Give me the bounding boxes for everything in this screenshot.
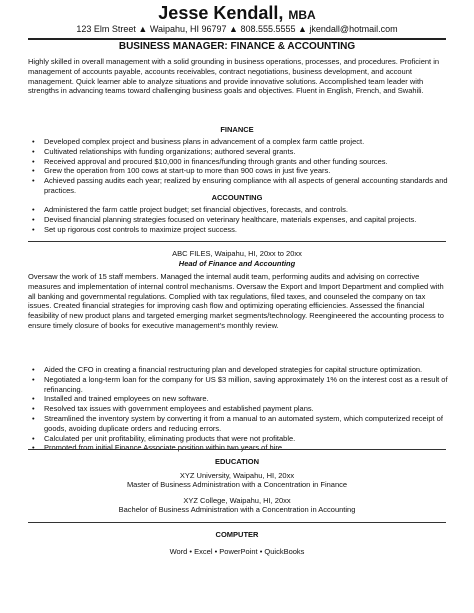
list-item: • Administered the farm cattle project budget; set financial objectives, forecasts, and controls. [28, 205, 448, 215]
list-item: • Devised financial planning strategies focused on veterinary healthcare, materials expenses, and capital projects. [28, 215, 448, 225]
list-item: • Calculated per unit profitability, eliminating products that were not profitable. [28, 434, 448, 444]
computer-skills: Word • Excel • PowerPoint • QuickBooks [169, 547, 305, 556]
list-item: • Cultivated relationships with funding organizations; authored several grants. [28, 147, 448, 157]
list-item: • Achieved passing audits each year; realized by ensuring compliance with all aspects of general accounting standards and practices. [28, 176, 448, 196]
summary-paragraph: Highly skilled in overall management with a solid grounding in business operations, processes, and procedures. Proficient in management of accounts payable, accounts receivables, contract negotiations, business development, and account management. Quick learner able to analyze situations and provide innovative solutions. Accomplished team leader with strengths in advancing teams toward challenging business goals and objectives. Fluent in English, French, and Swahili. [28, 57, 440, 96]
list-item: • Installed and trained employees on new software. [28, 394, 448, 404]
contact-line: 123 Elm Street ▲ Waipahu, HI 96797 ▲ 808.555.5555 ▲ jkendall@hotmail.com [76, 24, 398, 34]
list-item: • Promoted from initial Finance Associate position within two years of hire. [28, 443, 448, 453]
computer-heading: COMPUTER [215, 530, 259, 539]
list-item: • Negotiated a long-term loan for the company for US $3 million, saving approximately 1% on the interest cost as a result of refinancing. [28, 375, 448, 395]
finance-heading: FINANCE [220, 125, 254, 134]
list-item: • Grew the operation from 100 cows at start-up to more than 900 cows in just five years. [28, 166, 448, 176]
list-item: • Resolved tax issues with government employees and established payment plans. [28, 404, 448, 414]
accounting-heading: ACCOUNTING [211, 193, 263, 202]
education-heading: EDUCATION [214, 457, 260, 466]
section-divider [28, 449, 446, 450]
list-item: • Set up rigorous cost controls to maximize project success. [28, 225, 448, 235]
list-item: • Received approval and procured $10,000 in finances/funding through grants and other funding sources. [28, 157, 448, 167]
resume-header [0, 3, 474, 24]
job-achievements-list [28, 365, 448, 453]
header-divider [28, 38, 446, 40]
job-role: Head of Finance and Accounting [178, 259, 296, 268]
education-degree: Bachelor of Business Administration with a Concentration in Accounting [118, 505, 356, 514]
headline: BUSINESS MANAGER: FINANCE & ACCOUNTING [118, 41, 356, 52]
list-item: • Developed complex project and business plans in advancement of a complex farm cattle project. [28, 137, 448, 147]
education-school: XYZ University, Waipahu, HI, 20xx [179, 471, 295, 480]
finance-list [28, 137, 448, 196]
education-school: XYZ College, Waipahu, HI, 20xx [183, 496, 291, 505]
accounting-list [28, 205, 448, 234]
list-item: • Aided the CFO in creating a financial restructuring plan and developed strategies for capital structure optimization. [28, 365, 448, 375]
education-degree: Master of Business Administration with a Concentration in Finance [126, 480, 348, 489]
section-divider [28, 522, 446, 523]
list-item: • Streamlined the inventory system by converting it from a manual to an automated system, which computerized receipt of goods, avoiding duplicate orders and reducing errors. [28, 414, 448, 434]
section-divider [28, 241, 446, 242]
candidate-credential: MBA [288, 8, 316, 22]
job-company-line: ABC FILES, Waipahu, HI, 20xx to 20xx [172, 249, 302, 258]
job-description: Oversaw the work of 15 staff members. Managed the internal audit team, performing audits and advising on corrective measures and implementation of internal control mechanisms. Oversaw the Export and Import Department and complied with all banking and governmental regulations. Complied with tax regulations, filed taxes, and counseled the company on tax issues. Created financial strategies for improving cash flow and optimizing operating efficiencies. Assessed the financial feasibility of new product plans and targeted emerging market segments/technology. Reengineered the accounting process to ensure timely closure of books for executive management's monthly review. [28, 272, 444, 330]
candidate-name: Jesse Kendall, [158, 3, 289, 23]
